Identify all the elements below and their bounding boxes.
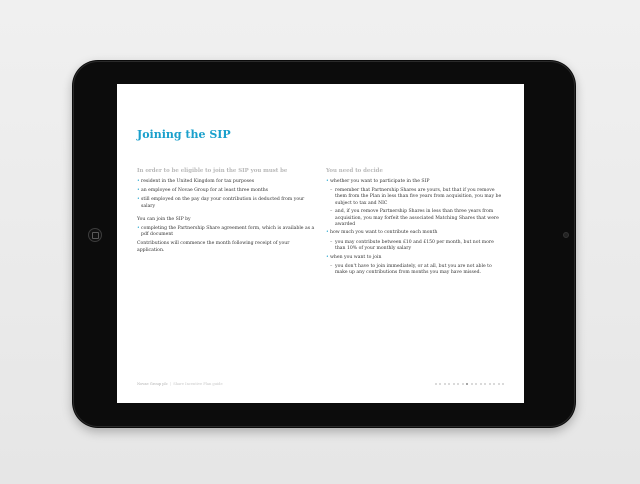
camera-icon bbox=[563, 232, 569, 238]
eligibility-item-text: still employed on the pay day your contribution is deducted from your salary bbox=[141, 197, 305, 209]
footer-brand: Novae Group plc bbox=[137, 382, 168, 386]
eligibility-item bbox=[137, 197, 315, 209]
page-dot[interactable] bbox=[457, 383, 459, 385]
eligibility-item-text: an employee of Novae Group for at least three months bbox=[141, 188, 269, 194]
page-dot[interactable] bbox=[502, 383, 504, 385]
decision-item-text: when you want to join bbox=[330, 254, 382, 260]
bullet-icon: • bbox=[137, 197, 140, 203]
contributions-note: Contributions will commence the month following receipt of your application. bbox=[137, 241, 290, 253]
eligibility-heading: In order to be eligible to join the SIP you must be bbox=[137, 168, 288, 174]
bullet-icon: • bbox=[137, 179, 140, 184]
dash-icon: – bbox=[330, 209, 333, 215]
page-indicator[interactable] bbox=[435, 382, 505, 386]
page-dot[interactable] bbox=[462, 383, 464, 385]
decision-item bbox=[326, 230, 504, 236]
page-footer bbox=[137, 382, 223, 386]
decision-subitem bbox=[326, 188, 504, 207]
decision-subitem bbox=[326, 264, 504, 276]
page-dot[interactable] bbox=[498, 383, 500, 385]
join-item-text[interactable]: completing the Partnership Share agreement form, which is available as a pdf document bbox=[141, 226, 315, 238]
decision-subitem bbox=[326, 240, 504, 252]
bullet-icon: • bbox=[137, 226, 140, 232]
dash-icon: – bbox=[330, 188, 333, 194]
page-dot[interactable] bbox=[475, 383, 477, 385]
page-dot[interactable] bbox=[435, 383, 437, 385]
decision-subitem-text: you don't have to join immediately, or at all, but you are not able to make up any contributions from months you may have missed. bbox=[335, 263, 492, 275]
tablet-device bbox=[72, 60, 576, 428]
footer-document-title: Share Incentive Plan guide bbox=[173, 382, 223, 386]
page-dot[interactable] bbox=[484, 383, 486, 385]
page-dot[interactable] bbox=[453, 383, 455, 385]
page-dot[interactable] bbox=[489, 383, 491, 385]
home-button[interactable] bbox=[88, 228, 102, 242]
decision-subitem bbox=[326, 209, 504, 228]
decision-item-text: whether you want to participate in the SIP bbox=[330, 179, 430, 184]
decision-item bbox=[326, 255, 504, 261]
bullet-icon: • bbox=[137, 188, 140, 194]
dash-icon: – bbox=[330, 263, 333, 269]
page-dot[interactable] bbox=[444, 383, 446, 385]
right-column bbox=[326, 168, 504, 279]
eligibility-item bbox=[137, 179, 315, 185]
decision-item bbox=[326, 179, 504, 185]
eligibility-item bbox=[137, 188, 315, 194]
page-title: Joining the SIP bbox=[137, 128, 231, 141]
join-item bbox=[137, 226, 315, 238]
decide-heading: You need to decide bbox=[326, 168, 383, 174]
bullet-icon: • bbox=[326, 179, 329, 184]
left-column bbox=[137, 168, 315, 257]
page-dot[interactable] bbox=[471, 383, 473, 385]
decision-item-text: how much you want to contribute each month bbox=[330, 230, 438, 236]
join-intro: You can join the SIP by bbox=[137, 216, 191, 222]
bullet-icon: • bbox=[326, 230, 329, 236]
eligibility-item-text: resident in the United Kingdom for tax purposes bbox=[141, 179, 255, 184]
page-dot[interactable] bbox=[439, 383, 441, 385]
decision-subitem-text: and, if you remove Partnership Shares in less than three years from acquisition, you may forfeit the associated Matching Shares that were awarded bbox=[335, 209, 499, 227]
page-dot[interactable] bbox=[448, 383, 450, 385]
screen bbox=[117, 84, 524, 403]
decision-subitem-text: you may contribute between £10 and £150 per month, but not more than 10% of your monthly salary bbox=[335, 239, 494, 251]
footer-separator: | bbox=[169, 382, 172, 386]
dash-icon: – bbox=[330, 239, 333, 245]
page-dot-active[interactable] bbox=[466, 383, 468, 385]
page-dot[interactable] bbox=[480, 383, 482, 385]
page-dot[interactable] bbox=[493, 383, 495, 385]
bullet-icon: • bbox=[326, 254, 329, 260]
decision-subitem-text: remember that Partnership Shares are yours, but that if you remove them from the Plan in less than five years from acquisition, you may be subject to tax and NIC bbox=[335, 188, 502, 206]
